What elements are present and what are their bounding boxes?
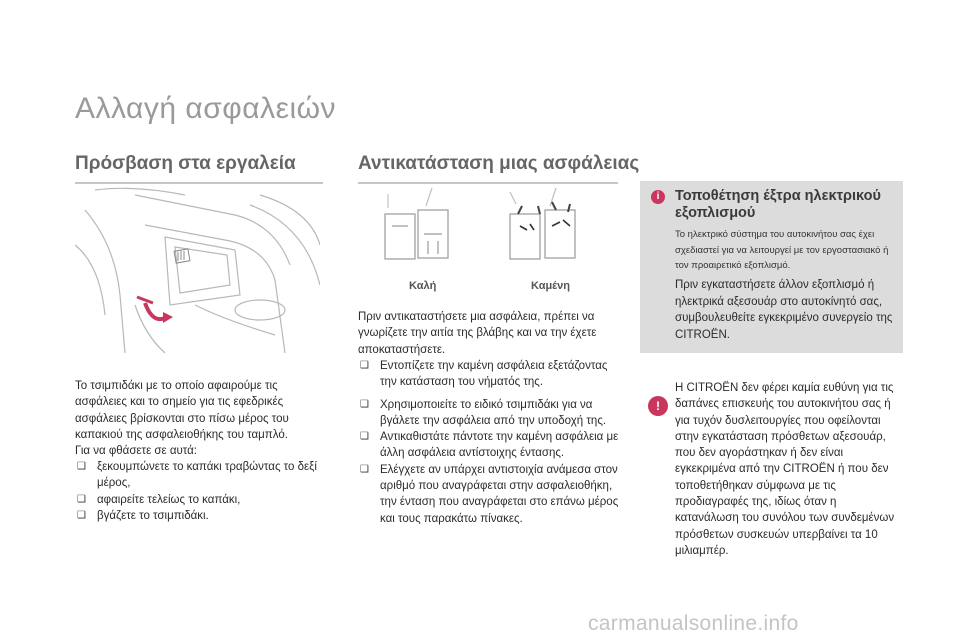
fuse-comparison-illustration: [370, 186, 620, 276]
fuse-blown-label: Καμένη: [531, 280, 570, 292]
left-intro-text: Το τσιμπιδάκι με το οποίο αφαιρούμε τις ασφάλειες και το σημείο για τις εφεδρικές ασφάλειες βρίσκονται στο πίσω μέρος του καπακιού της ασφαλειοθήκης του ταμπλό.: [75, 380, 289, 441]
section-heading-fuse-replacement: Αντικατάσταση μιας ασφάλειας: [358, 153, 640, 174]
watermark: carmanualsonline.info: [588, 612, 799, 635]
blown-fuse-drawing: [510, 188, 575, 259]
middle-intro-text: Πριν αντικαταστήσετε μια ασφάλεια, πρέπει να γνωρίζετε την αιτία της βλάβης και να την έχετε αποκαταστήσετε.: [358, 311, 597, 356]
bullet-marker: ❑: [77, 493, 86, 505]
good-fuse-drawing: [385, 188, 448, 259]
bullet-marker: ❑: [360, 431, 369, 443]
fuse-good-label: Καλή: [409, 280, 437, 292]
warning-text: Η CITROËN δεν φέρει καμία ευθύνη για τις δαπάνες επισκευής του αυτοκινήτου σας ή για τυχόν δυσλειτουργίες που οφείλονται στην εγκατάσταση πρόσθετων αξεσουάρ, που δεν αγοράστηκαν ή δεν είναι εγκεκριμένα από την CITROËN ή που δεν τοποθετήθηκαν σύμφωνα με τις προδιαγραφές της, ιδίως όταν η κατανάλωση του συνόλου των συνδεμένων πρόσθετων συσκευών υπερβαίνει τα 10 μιλιαμπέρ.: [675, 382, 895, 557]
info-icon: i: [651, 190, 665, 204]
list-item: ❑ Αντικαθιστάτε πάντοτε την καμένη ασφάλεια με άλλη ασφάλεια αντίστοιχης έντασης.: [360, 431, 619, 460]
page-title: Αλλαγή ασφαλειών: [75, 92, 337, 125]
bullet-marker: ❑: [77, 461, 86, 472]
bullet-marker: ❑: [360, 463, 369, 475]
left-step-list: [75, 459, 327, 524]
list-item: ❑ Ελέγχετε αν υπάρχει αντιστοιχία ανάμεσα στον αριθμό που αναγράφεται στην ασφαλειοθήκη, την ένταση που αναγράφεται στο επάνω μέρος και τους παρακάτω πίνακες.: [360, 463, 619, 525]
heading-rule-left: [75, 182, 323, 184]
info-box-small-text: Το ηλεκτρικό σύστημα του αυτοκινήτου σας έχει σχεδιαστεί για να λειτουργεί με τον εργοστασιακό ή τον προαιρετικό εξοπλισμό.: [675, 229, 889, 271]
warning-icon: !: [648, 396, 668, 416]
list-item: ❑ ξεκουμπώνετε το καπάκι τραβώντας το δεξί μέρος,: [77, 461, 317, 490]
list-item: ❑ Χρησιμοποιείτε το ειδικό τσιμπιδάκι για να βγάλετε την ασφάλεια από την υποδοχή της.: [360, 398, 607, 427]
dashboard-fusebox-illustration: [75, 185, 320, 353]
left-lead-text: Για να φθάσετε σε αυτά:: [75, 445, 198, 457]
dashboard-drawing: [75, 185, 320, 353]
bullet-marker: ❑: [77, 509, 86, 521]
info-box-text: Πριν εγκαταστήσετε άλλον εξοπλισμό ή ηλεκτρικά αξεσουάρ στο αυτοκίνητό σας, συμβουλευθείτε εγκεκριμένο συνεργείο της CITROËN.: [675, 279, 893, 341]
heading-rule-middle: [358, 182, 618, 184]
list-item: ❑ αφαιρείτε τελείως το καπάκι,: [75, 492, 327, 508]
bullet-marker: ❑: [360, 398, 369, 410]
list-item: ❑ βγάζετε το τσιμπιδάκι.: [75, 508, 327, 524]
section-heading-tool-access: Πρόσβαση στα εργαλεία: [75, 153, 296, 174]
bullet-marker: ❑: [360, 360, 369, 371]
list-item: ❑ Εντοπίζετε την καμένη ασφάλεια εξετάζοντας την κατάσταση του νήματός της.: [360, 360, 608, 389]
middle-step-list: [358, 358, 620, 527]
info-box-title: Τοποθέτηση έξτρα ηλεκτρικού εξοπλισμού: [675, 188, 881, 221]
